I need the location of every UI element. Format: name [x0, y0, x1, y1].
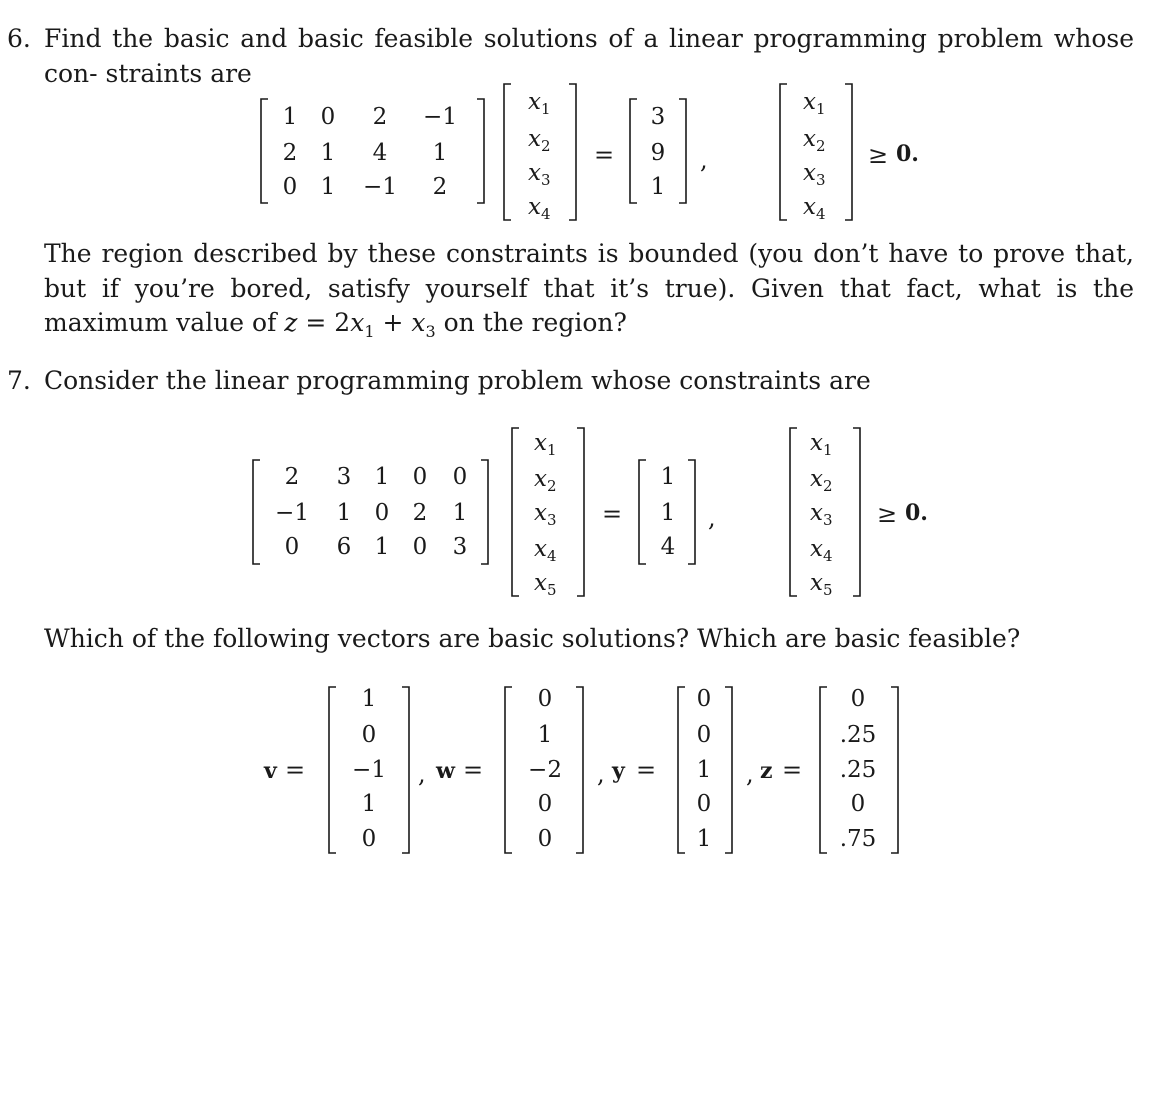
vector-v-name: v — [264, 758, 277, 784]
vector-y-entry: 0 — [696, 722, 712, 748]
q7-matrix-cell: 0 — [284, 534, 300, 560]
vector-y-equals: = — [636, 756, 657, 784]
q7-rhs-cell: 1 — [660, 464, 676, 490]
q6-equals-sign: = — [593, 141, 615, 169]
q6-geq-sign: ≥ — [868, 141, 889, 169]
q7-matrix-cell: 6 — [336, 534, 352, 560]
vector-v-entry: 1 — [361, 791, 377, 817]
vector-z-entry: 0 — [850, 791, 866, 817]
q7-var: $x_3$ — [810, 500, 833, 529]
q6-rhs-cell: 3 — [650, 104, 666, 130]
q7-rhs-vector — [639, 460, 695, 564]
vector-w-entry: 1 — [537, 722, 553, 748]
q7-matrix-cell: 1 — [452, 500, 468, 526]
q7-variable-vector — [512, 428, 584, 599]
vector-y-entry: 1 — [696, 826, 712, 852]
q6-matrix-cell: 4 — [372, 140, 388, 166]
q7-matrix-cell: 0 — [412, 534, 428, 560]
q7-var: $x_3$ — [534, 500, 557, 529]
vector-y — [678, 686, 732, 853]
q6-var: $x_1$ — [528, 89, 551, 118]
q6-nonneg-vector — [780, 84, 852, 223]
vector-v-entry: 0 — [361, 826, 377, 852]
q6-matrix-cell: −1 — [423, 104, 457, 130]
q6-matrix-cell: 2 — [372, 104, 388, 130]
q6-var: $x_3$ — [528, 160, 551, 189]
vector-z-equals: = — [782, 756, 803, 784]
q7-matrix-cell: 0 — [374, 500, 390, 526]
q6-matrix-cell: 1 — [432, 140, 448, 166]
q6-matrix-cell: 1 — [320, 140, 336, 166]
vector-y-entry: 1 — [696, 757, 712, 783]
vector-z-entry: 0 — [850, 686, 866, 712]
q6-var: $x_2$ — [528, 126, 551, 155]
q7-matrix-cell: 2 — [412, 500, 428, 526]
q7-var: $x_5$ — [534, 570, 557, 599]
q7-rhs-cell: 4 — [660, 534, 676, 560]
vector-v-entry: −1 — [352, 757, 386, 783]
q6-matrix-cell: 0 — [320, 104, 336, 130]
q6-variable-vector — [504, 84, 576, 223]
q7-var: $x_2$ — [810, 466, 833, 495]
q7-var: $x_5$ — [810, 570, 833, 599]
q7-constraint-matrix — [253, 460, 488, 564]
q6-matrix-cell: 2 — [432, 174, 448, 200]
q7-matrix-cell: 0 — [452, 464, 468, 490]
q7-geq-sign: ≥ — [877, 500, 898, 528]
vector-y-name: y — [612, 758, 625, 784]
q6-matrix-cell: 1 — [282, 104, 298, 130]
q7-rhs-cell: 1 — [660, 500, 676, 526]
vector-w-entry: −2 — [528, 757, 562, 783]
vector-w-entry: 0 — [537, 826, 553, 852]
vector-z-entry: .25 — [839, 757, 877, 783]
vector-v-entry: 1 — [361, 686, 377, 712]
q7-zero-vector: 0. — [905, 500, 928, 526]
q6-rhs-cell: 1 — [650, 174, 666, 200]
vector-y-entry: 0 — [696, 791, 712, 817]
q6-comma: , — [700, 146, 708, 174]
q7-var: $x_1$ — [534, 430, 557, 459]
q6-matrix-cell: 0 — [282, 174, 298, 200]
q7-nonneg-vector — [790, 428, 860, 599]
vector-v-entry: 0 — [361, 722, 377, 748]
q6-var: $x_4$ — [528, 194, 551, 223]
question-7-question: Which of the following vectors are basic solutions? Which are basic feasible? — [44, 624, 1021, 653]
vector-z-entry: .25 — [839, 722, 877, 748]
q7-equals-sign: = — [601, 500, 623, 528]
q7-var: $x_1$ — [810, 430, 833, 459]
q6-var: $x_2$ — [803, 126, 826, 155]
q6-var: $x_4$ — [803, 194, 826, 223]
q7-matrix-cell: 3 — [452, 534, 468, 560]
q6-matrix-cell: 2 — [282, 140, 298, 166]
q6-rhs-cell: 9 — [650, 140, 666, 166]
q6-matrix-cell: −1 — [363, 174, 397, 200]
q6-rhs-vector — [630, 99, 686, 203]
q7-matrix-cell: 2 — [284, 464, 300, 490]
q6-matrix-cell: 1 — [320, 174, 336, 200]
vector-w-name: w — [436, 758, 455, 784]
q6-var: $x_3$ — [803, 160, 826, 189]
vector-y-entry: 0 — [696, 686, 712, 712]
q6-zero-vector: 0. — [896, 141, 919, 167]
question-7-number: 7. — [7, 366, 31, 395]
vector-separator-comma: , — [597, 760, 605, 788]
question-7-prompt: Consider the linear programming problem whose constraints are — [44, 366, 871, 395]
vector-separator-comma: , — [746, 760, 754, 788]
q7-matrix-cell: 0 — [412, 464, 428, 490]
q7-var: $x_2$ — [534, 466, 557, 495]
vector-v-equals: = — [285, 756, 306, 784]
vector-w-entry: 0 — [537, 686, 553, 712]
q7-matrix-cell: 1 — [336, 500, 352, 526]
vector-w — [505, 686, 583, 853]
q7-var: $x_4$ — [810, 536, 833, 565]
question-6-paragraph: The region described by these constraints is bounded (you don’t have to prove that, but if you’re bored, satisfy yourself that it’s true). Given that fact, what is the maximum value of $z = 2x_1 + x_3$ on the region? — [44, 239, 1134, 341]
vector-w-equals: = — [463, 756, 484, 784]
vector-w-entry: 0 — [537, 791, 553, 817]
vector-separator-comma: , — [418, 760, 426, 788]
vector-v — [329, 686, 409, 853]
vector-z-entry: .75 — [839, 826, 877, 852]
q6-var: $x_1$ — [803, 89, 826, 118]
question-6-prompt: Find the basic and basic feasible solutions of a linear programming problem whose con- straints are — [44, 24, 1134, 88]
q7-matrix-cell: −1 — [275, 500, 309, 526]
vector-z-name: z — [760, 758, 773, 784]
q7-matrix-cell: 3 — [336, 464, 352, 490]
question-6-number: 6. — [7, 24, 31, 53]
q7-matrix-cell: 1 — [374, 534, 390, 560]
q6-constraint-matrix — [261, 99, 484, 203]
q7-var: $x_4$ — [534, 536, 557, 565]
q7-comma: , — [708, 504, 716, 532]
q7-matrix-cell: 1 — [374, 464, 390, 490]
vector-z — [820, 686, 898, 853]
